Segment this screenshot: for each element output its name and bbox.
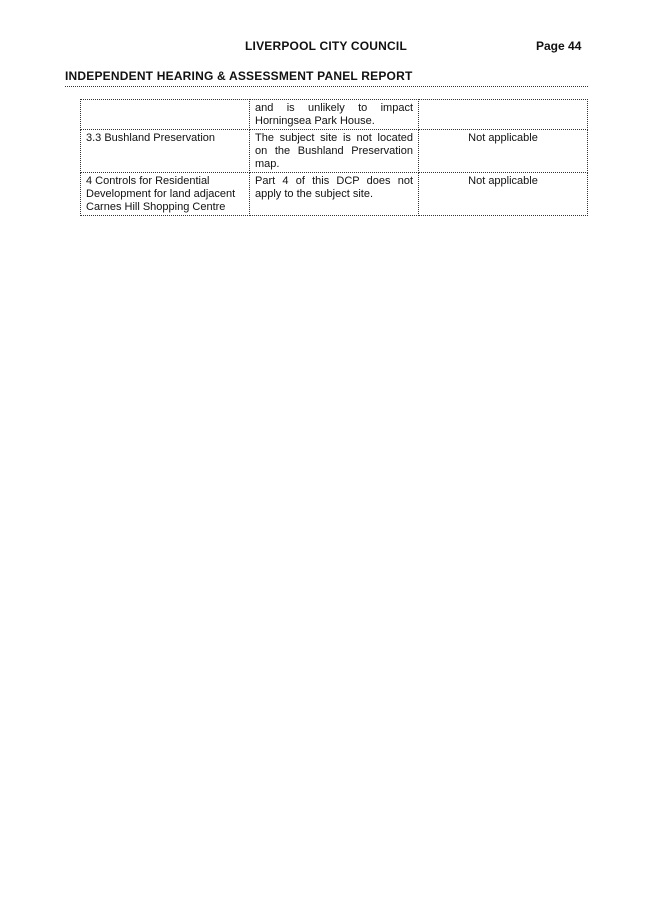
report-title: INDEPENDENT HEARING & ASSESSMENT PANEL REPORT [65,69,413,83]
compliance-cell: Not applicable [419,130,588,173]
control-cell [81,100,250,130]
compliance-cell [419,100,588,130]
control-cell: 3.3 Bushland Preservation [81,130,250,173]
control-cell: 4 Controls for Residential Development for land adjacent Carnes Hill Shopping Centre [81,173,250,216]
page-number: Page 44 [536,39,582,53]
compliance-cell: Not applicable [419,173,588,216]
header-rule [65,86,588,87]
table-row [81,130,588,173]
council-title: LIVERPOOL CITY COUNCIL [245,39,407,53]
comment-cell: Part 4 of this DCP does not apply to the subject site. [250,173,419,216]
comment-cell: and is unlikely to impact Horningsea Park House. [250,100,419,130]
comment-cell: The subject site is not located on the Bushland Preservation map. [250,130,419,173]
table-row [81,173,588,216]
assessment-table [80,99,588,216]
table-row [81,100,588,130]
